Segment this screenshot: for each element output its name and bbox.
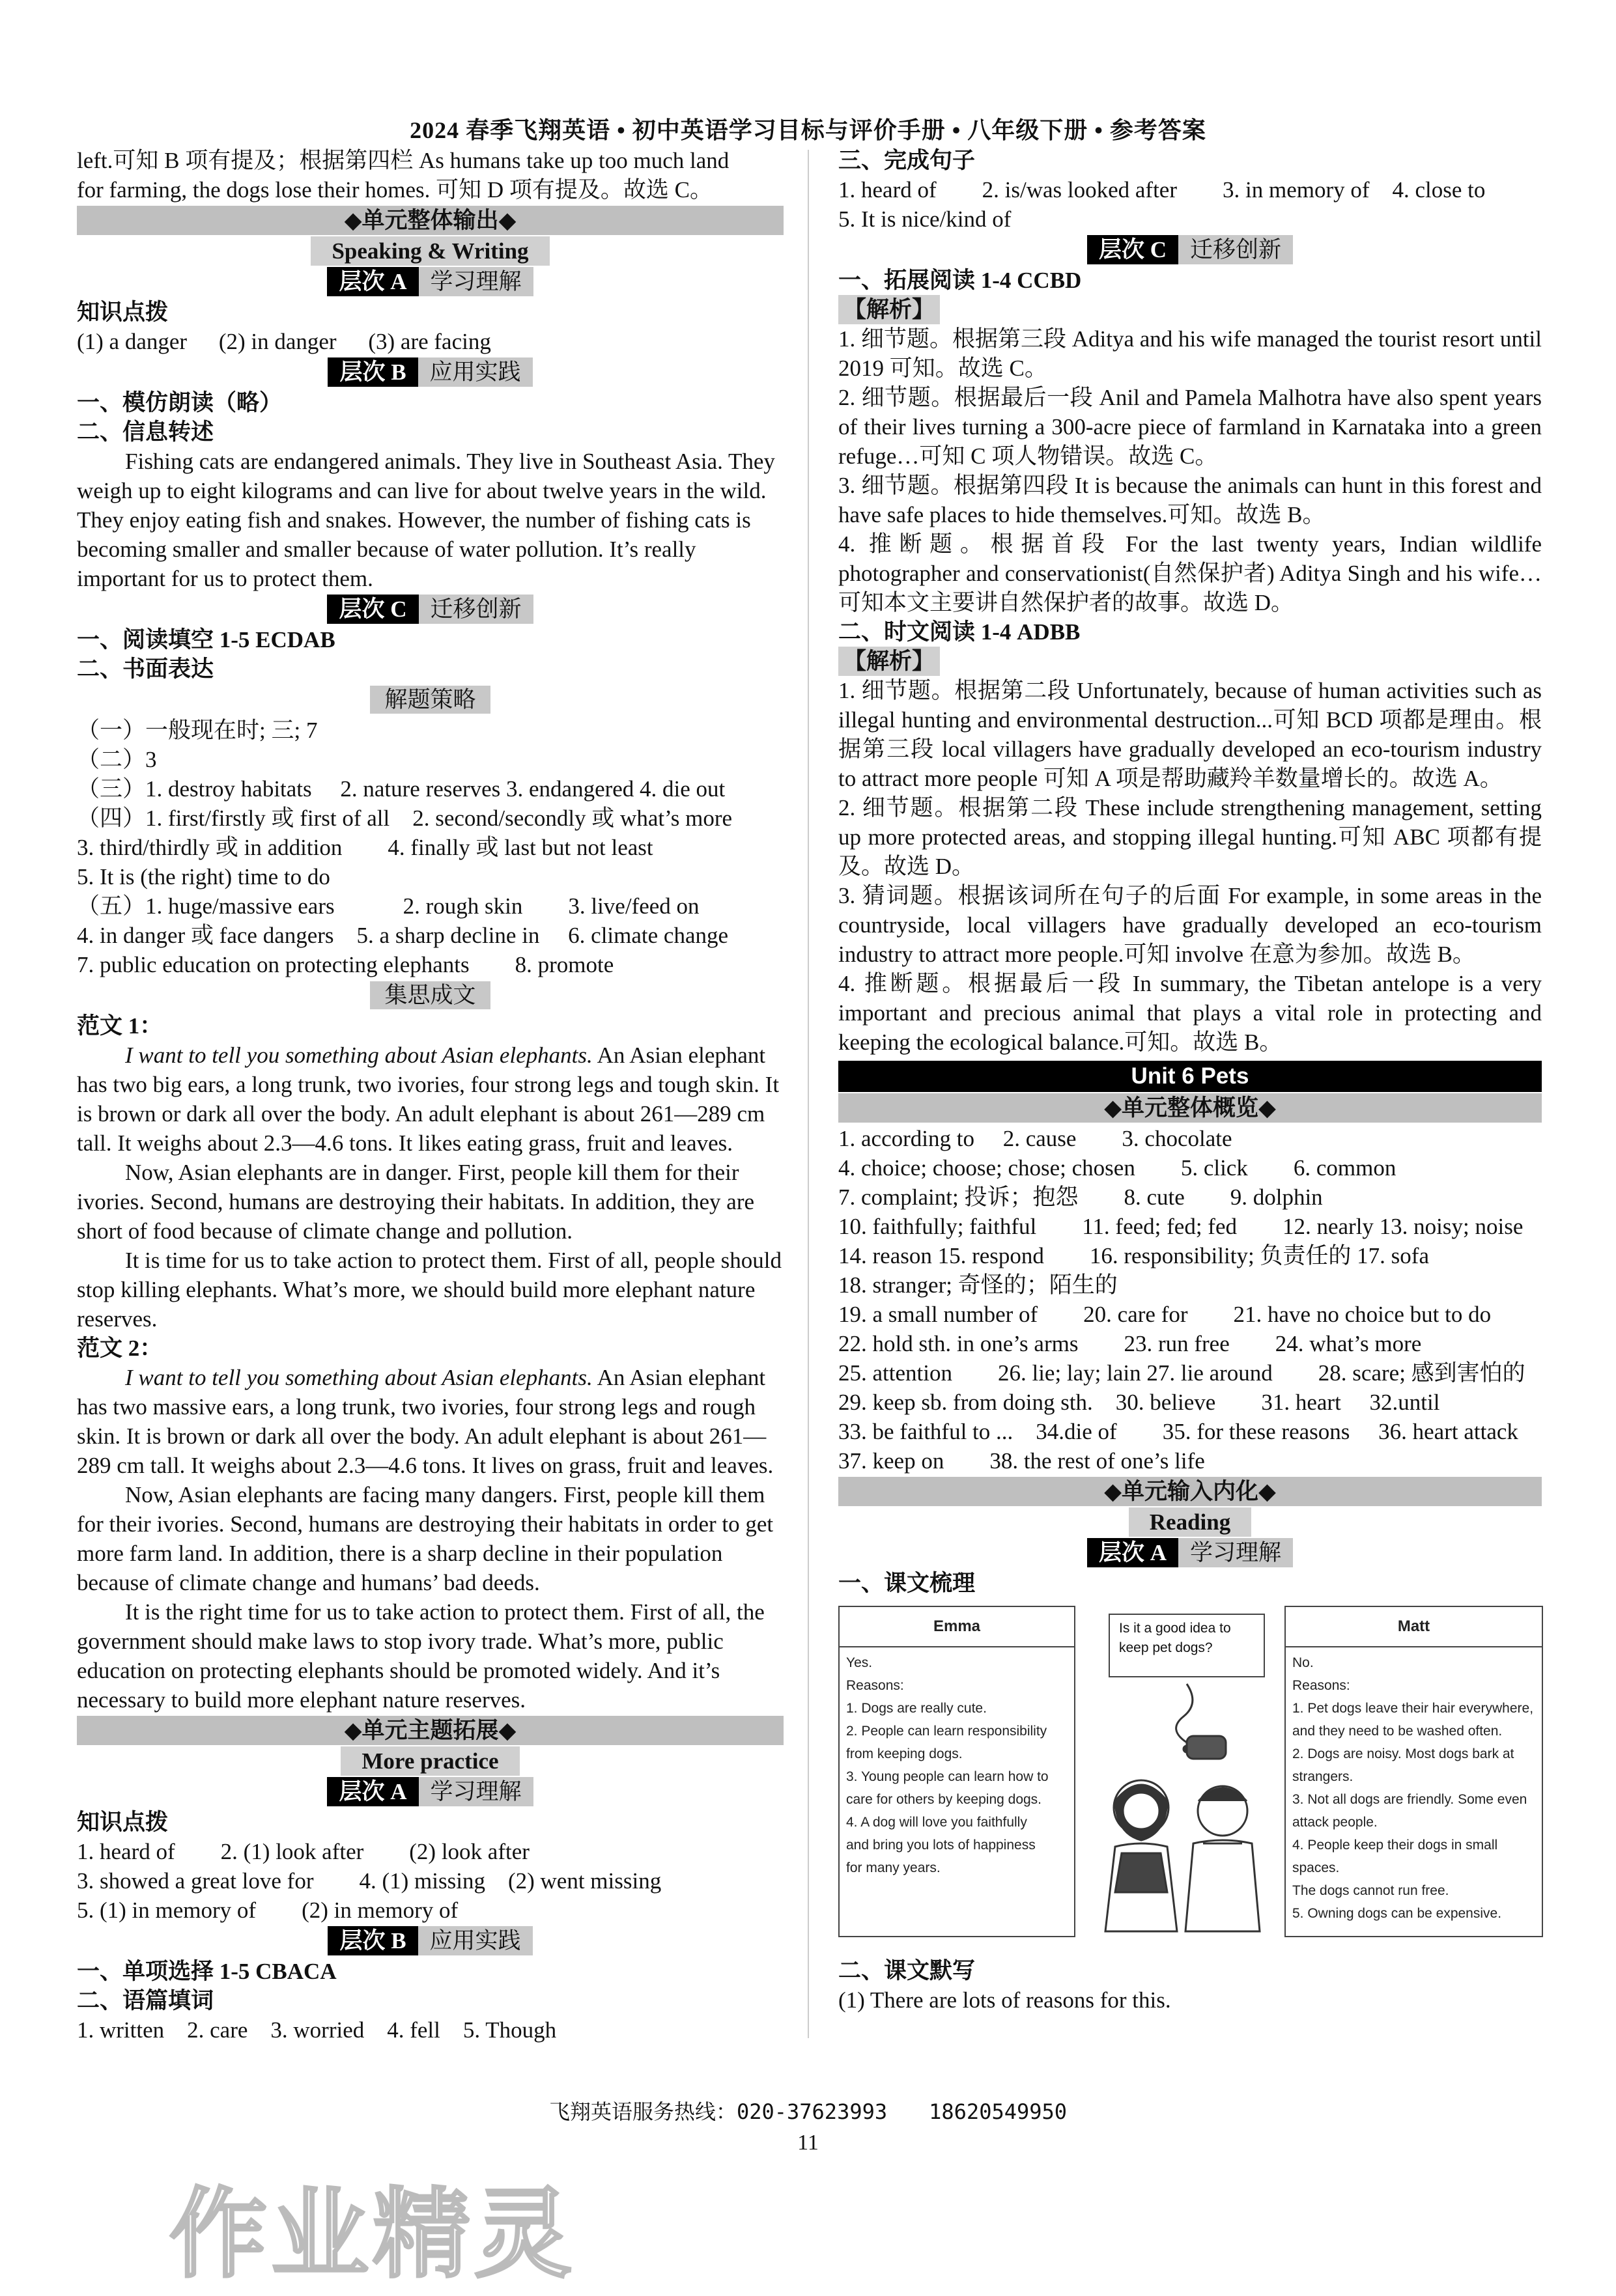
single-choice: 一、单项选择 1-5 CBACA bbox=[77, 1959, 337, 1984]
text-outline-title: 一、课文梳理 bbox=[838, 1571, 976, 1596]
section-subtitle: Speaking & Writing bbox=[77, 236, 784, 266]
sample-2-title: 范文 2： bbox=[77, 1336, 163, 1361]
matt-title: Matt bbox=[1286, 1607, 1542, 1647]
strategy-line: 3. third/thirdly 或 in addition 4. finally 或 last but not least bbox=[77, 835, 653, 860]
strategy-line: （三）1. destroy habitats 2. nature reserves 3. endangered 4. die out bbox=[77, 776, 726, 802]
analysis-item: 3. 猜词题。根据该词所在句子的后面 For example, in some areas in the countryside, local villagers have gradually developed an eco-tourism industry to attract more people.可知 involve 在意为参加。故选 B。 bbox=[838, 883, 1542, 967]
overview-line: 1. according to 2. cause 3. chocolate bbox=[838, 1126, 1232, 1151]
watermark-stamp: 作业精灵 bbox=[169, 2178, 576, 2291]
page-number: 11 bbox=[797, 2131, 819, 2155]
overview-line: 10. faithfully; faithful 11. feed; fed; fed 12. nearly 13. noisy; noise bbox=[838, 1214, 1524, 1239]
debate-figure bbox=[838, 1606, 1542, 1944]
strategy-line: 4. in danger 或 face dangers 5. a sharp decline in 6. climate change bbox=[77, 923, 729, 948]
sample-2-para-2: Now, Asian elephants are facing many dangers. First, people kill them for their ivories. Second, humans are destroying their habitats in order to get more farm land. In addition, there is a sharp decline in their population because of climate change and humans’ bad deeds. bbox=[77, 1482, 774, 1595]
dictation-title: 二、课文默写 bbox=[838, 1958, 976, 1983]
extended-reading: 一、拓展阅读 1-4 CCBD bbox=[838, 268, 1082, 293]
intro-line-1: left.可知 B 项有提及；根据第四栏 As humans take up too much land bbox=[77, 148, 730, 173]
analysis-label: 【解析】 bbox=[838, 647, 1542, 676]
sample-1-para-1: I want to tell you something about Asian elephants. An Asian elephant has two big ears, a long trunk, two ivories, four strong legs and tough skin. It is brown or dark all over the body. An adult elephant is about 261—289 cm tall. It weighs about 2.3—4.6 tons. It likes eating grass, fruit and leaves. bbox=[77, 1043, 780, 1156]
analysis-label: 【解析】 bbox=[838, 295, 1542, 324]
strategy-label: 解题策略 bbox=[77, 685, 784, 714]
overview-line: 19. a small number of 20. care for 21. have no choice but to do bbox=[838, 1302, 1492, 1327]
analysis-item: 2. 细节题。根据最后一段 Anil and Pamela Malhotra have also spent years of their lives turning a 300-acre piece of farmland in Karnataka into a green refuge…可知 C 项人物错误。故选 C。 bbox=[838, 385, 1542, 469]
knowledge-line: 5. (1) in memory of (2) in memory of bbox=[77, 1897, 459, 1923]
analysis-item: 4. 推断题。根据最后一段 In summary, the Tibetan antelope is a very important and precious animal that plays a vital role in protecting and keeping the ecological balance.可知。故选 B。 bbox=[838, 971, 1542, 1055]
overview-line: 29. keep sb. from doing sth. 30. believe 31. heart 32.until bbox=[838, 1390, 1440, 1415]
knowledge-line: 3. showed a great love for 4. (1) missing (2) went missing bbox=[77, 1868, 662, 1894]
question-bubble: Is it a good idea to keep pet dogs? bbox=[1109, 1614, 1265, 1677]
section-unit-overview: ◆单元整体概览◆ bbox=[838, 1093, 1542, 1123]
complete-sentences-title: 三、完成句子 bbox=[838, 148, 976, 173]
compose-label: 集思成文 bbox=[77, 981, 784, 1010]
overview-line: 33. be faithful to ... 34.die of 35. for these reasons 36. heart attack bbox=[838, 1419, 1518, 1444]
analysis-item: 1. 细节题。根据第三段 Aditya and his wife managed the tourist resort until 2019 可知。故选 C。 bbox=[838, 326, 1542, 381]
people-with-dog-illustration bbox=[1089, 1677, 1284, 1938]
section-subtitle: Reading bbox=[838, 1507, 1542, 1537]
writing-title: 二、书面表达 bbox=[77, 656, 214, 682]
level-badge-b: 层次 B 应用实践 bbox=[77, 1926, 784, 1955]
reading-fill: 一、阅读填空 1-5 ECDAB bbox=[77, 627, 335, 652]
cloze-answers: 1. written 2. care 3. worried 4. fell 5. Though bbox=[77, 2017, 557, 2043]
knowledge-line: 1. heard of 2. (1) look after (2) look after bbox=[77, 1839, 530, 1864]
strategy-line: （四）1. first/firstly 或 first of all 2. second/secondly 或 what’s more bbox=[77, 805, 733, 831]
emma-title: Emma bbox=[840, 1607, 1074, 1647]
overview-line: 4. choice; choose; chose; chosen 5. click 6. common bbox=[838, 1155, 1396, 1181]
dictation-line: (1) There are lots of reasons for this. bbox=[838, 1987, 1171, 2013]
sample-2-para-3: It is the right time for us to take action to protect them. First of all, the government should make laws to stop ivory trade. What’s more, public education on protecting elephants should be promoted widely. And it’s necessary to build more elephant nature reserves. bbox=[77, 1599, 765, 1713]
left-column bbox=[77, 146, 784, 2045]
page-header: 2024 春季飞翔英语 • 初中英语学习目标与评价手册 • 八年级下册 • 参考答案 bbox=[410, 117, 1206, 143]
intro-line-2: for farming, the dogs lose their homes. 可知 D 项有提及。故选 C。 bbox=[77, 177, 713, 203]
sample-2-para-1: I want to tell you something about Asian elephants. An Asian elephant has two massive ears, a long trunk, two ivories, four strong legs and rough skin. It is brown or dark all over the body. An adult elephant is about 261—289 cm tall. It weighs about 2.3—4.6 tons. It lives on grass, fruit and leaves. bbox=[77, 1365, 774, 1478]
knowledge-title: 知识点拨 bbox=[77, 300, 169, 325]
overview-line: 22. hold sth. in one’s arms 23. run free 24. what’s more bbox=[838, 1331, 1422, 1356]
knowledge-title: 知识点拨 bbox=[77, 1810, 169, 1835]
knowledge-answers: (1) a danger (2) in danger (3) are facing bbox=[77, 329, 491, 354]
level-badge-b: 层次 B 应用实践 bbox=[77, 357, 784, 387]
strategy-line: （二）3 bbox=[77, 747, 157, 772]
info-retell-title: 二、信息转述 bbox=[77, 419, 214, 445]
strategy-line: 5. It is (the right) time to do bbox=[77, 864, 330, 889]
overview-line: 25. attention 26. lie; lay; lain 27. lie around 28. scare; 感到害怕的 bbox=[838, 1360, 1525, 1386]
section-unit-theme: ◆单元主题拓展◆ bbox=[77, 1716, 784, 1745]
sample-1-para-3: It is time for us to take action to protect them. First of all, people should stop killing elephants. What’s more, we should build more elephant nature reserves. bbox=[77, 1248, 782, 1332]
unit-title-bar: Unit 6 Pets bbox=[838, 1061, 1542, 1092]
strategy-line: （一）一般现在时; 三; 7 bbox=[77, 718, 318, 743]
overview-line: 14. reason 15. respond 16. responsibility; 负责任的 17. sofa bbox=[838, 1243, 1429, 1268]
level-badge-c: 层次 C 迁移创新 bbox=[838, 235, 1542, 264]
level-badge-a: 层次 A 学习理解 bbox=[77, 267, 784, 296]
cloze-title: 二、语篇填词 bbox=[77, 1988, 214, 2013]
sample-1-title: 范文 1： bbox=[77, 1013, 163, 1039]
overview-line: 37. keep on 38. the rest of one’s life bbox=[838, 1448, 1205, 1474]
strategy-line: （五）1. huge/massive ears 2. rough skin 3. live/feed on bbox=[77, 893, 700, 919]
section-subtitle: More practice bbox=[77, 1746, 784, 1776]
matt-box bbox=[1284, 1606, 1543, 1937]
service-hotline: 飞翔英语服务热线：020-37623993 18620549950 bbox=[548, 2099, 1068, 2124]
info-retell-text: Fishing cats are endangered animals. They live in Southeast Asia. They weigh up to eight kilograms and can live for about twelve years in the wild. They enjoy eating fish and snakes. However, the number of fishing cats is becoming smaller and smaller because of water pollution. It’s really important for us to protect them. bbox=[77, 449, 775, 591]
level-badge-a: 层次 A 学习理解 bbox=[77, 1777, 784, 1806]
level-badge-a: 层次 A 学习理解 bbox=[838, 1538, 1542, 1567]
overview-line: 18. stranger; 奇怪的；陌生的 bbox=[838, 1272, 1118, 1298]
analysis-item: 4. 推断题。根据首段 For the last twenty years, Indian wildlife photographer and conservationist(自然保护者) Aditya Singh and his wife…可知本文主要讲自然保护者的故事。故选 D。 bbox=[838, 531, 1542, 615]
analysis-item: 1. 细节题。根据第二段 Unfortunately, because of human activities such as illegal hunting and environmental destruction...可知 BCD 项都是理由。根据第三段 local villagers have gradually developed an eco-tourism industry to attract more people 可知 A 项是帮助藏羚羊数量增长的。故选 A。 bbox=[838, 678, 1542, 791]
column-divider bbox=[808, 150, 809, 2038]
section-unit-output: ◆单元整体输出◆ bbox=[77, 206, 784, 235]
sample-1-para-2: Now, Asian elephants are in danger. First, people kill them for their ivories. Second, humans are destroying their habitats. In addition, they are short of food because of climate change and pollution. bbox=[77, 1160, 755, 1244]
strategy-line: 7. public education on protecting elephants 8. promote bbox=[77, 952, 614, 977]
level-badge-c: 层次 C 迁移创新 bbox=[77, 595, 784, 624]
imitation-reading: 一、模仿朗读（略） bbox=[77, 390, 283, 415]
right-column bbox=[838, 146, 1542, 2015]
complete-sentences-line: 5. It is nice/kind of bbox=[838, 206, 1012, 232]
matt-reasons: No. Reasons: 1. Pet dogs leave their hair everywhere, and they need to be washed often. 2. Dogs are noisy. Most dogs bark at strangers. 3. Not all dogs are friendly. Some even attack people. 4. People keep their dogs in small spaces. The dogs cannot run free. 5. Owning dogs can be expensive. bbox=[1292, 1655, 1534, 1921]
current-reading: 二、时文阅读 1-4 ADBB bbox=[838, 619, 1081, 645]
emma-box bbox=[838, 1606, 1075, 1937]
emma-reasons: Yes. Reasons: 1. Dogs are really cute. 2. People can learn responsibility from keeping dogs. 3. Young people can learn how to care for others by keeping dogs. 4. A dog will love you faithfully and bring you lots of happiness for many years. bbox=[846, 1655, 1049, 1875]
analysis-item: 2. 细节题。根据第二段 These include strengthening management, setting up more protected areas, and stopping illegal hunting.可知 ABC 项都有提及。故选 D。 bbox=[838, 795, 1542, 879]
overview-line: 7. complaint; 投诉；抱怨 8. cute 9. dolphin bbox=[838, 1184, 1323, 1210]
analysis-item: 3. 细节题。根据第四段 It is because the animals can hunt in this forest and have safe places to hide themselves.可知。故选 B。 bbox=[838, 473, 1542, 527]
complete-sentences-line: 1. heard of 2. is/was looked after 3. in memory of 4. close to bbox=[838, 177, 1486, 203]
section-unit-input: ◆单元输入内化◆ bbox=[838, 1477, 1542, 1506]
